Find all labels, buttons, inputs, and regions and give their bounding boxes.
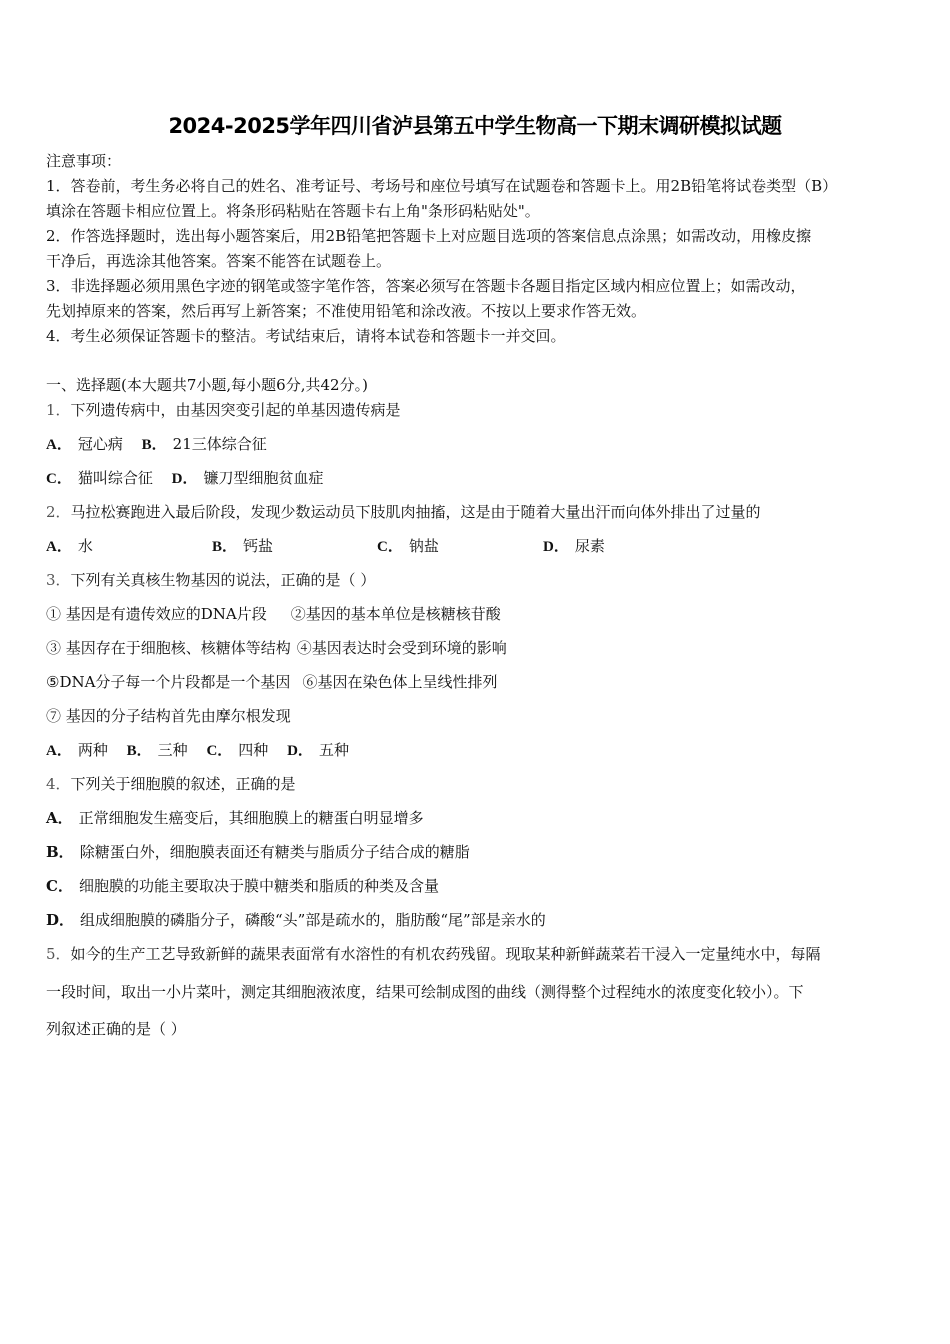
statement-row: [46, 706, 291, 726]
section-heading: 一、选择题(本大题共7小题,每小题6分,共42分。): [46, 376, 368, 394]
notice-line: 填涂在答题卡相应位置上。将条形码粘贴在答题卡右上角"条形码粘贴处"。: [46, 202, 540, 220]
notice-line: 干净后，再选涂其他答案。答案不能答在试题卷上。: [46, 252, 392, 270]
option-d[interactable]: D． 尿素: [543, 537, 605, 555]
statement-2: ②基因的基本单位是核糖核苷酸: [290, 605, 501, 623]
question-stem: 下列遗传病中，由基因突变引起的单基因遗传病是: [70, 401, 401, 419]
option-c[interactable]: C． 钠盐: [377, 537, 439, 555]
question-1: [46, 400, 401, 420]
option-b[interactable]: B． 钙盐: [212, 537, 274, 555]
question-number: 2．: [46, 503, 71, 521]
statement-row: [46, 638, 507, 658]
question-number: 5．: [46, 945, 71, 963]
option-a[interactable]: A． 水: [46, 537, 93, 555]
option-a[interactable]: A． 冠心病: [46, 435, 123, 453]
option-b[interactable]: B． 21三体综合征: [141, 435, 267, 453]
question-number: 4．: [46, 775, 71, 793]
question-1-options-row-1: [46, 434, 267, 455]
option-c[interactable]: C． 四种: [206, 741, 269, 759]
page-title: 2024-2025学年四川省泸县第五中学生物高一下期末调研模拟试题: [168, 114, 782, 138]
question-number: 3．: [46, 571, 71, 589]
question-stem-line: 如今的生产工艺导致新鲜的蔬果表面常有水溶性的有机农药残留。现取某种新鲜蔬菜若干浸入一定量纯水中，每隔: [70, 945, 821, 963]
question-stem: 马拉松赛跑进入最后阶段，发现少数运动员下肢肌肉抽搐，这是由于随着大量出汗而向体外排出了过量的: [70, 503, 761, 521]
notice-heading: 注意事项：: [46, 152, 122, 170]
option-d[interactable]: D． 组成细胞膜的磷脂分子，磷酸“头”部是疏水的，脂肪酸“尾”部是亲水的: [46, 911, 546, 929]
question-5: [46, 944, 821, 964]
notice-line: 1．答卷前，考生务必将自己的姓名、准考证号、考场号和座位号填写在试题卷和答题卡上。用2B铅笔将试卷类型（B）: [46, 177, 838, 195]
statement-5: ⑤DNA分子每一个片段都是一个基因: [46, 673, 291, 691]
statement-row: [46, 672, 497, 692]
option-b[interactable]: B． 三种: [126, 741, 188, 759]
question-1-options-row-2: [46, 468, 324, 489]
question-3-options: [46, 740, 349, 761]
question-3: [46, 570, 375, 590]
statement-7: ⑦ 基因的分子结构首先由摩尔根发现: [46, 707, 291, 725]
question-stem: 下列有关真核生物基因的说法，正确的是（ ）: [70, 571, 376, 589]
question-4: [46, 774, 296, 794]
statement-1: ① 基因是有遗传效应的DNA片段: [46, 605, 267, 623]
option-a[interactable]: A． 两种: [46, 741, 108, 759]
option-c[interactable]: C． 细胞膜的功能主要取决于膜中糖类和脂质的种类及含量: [46, 877, 439, 895]
option-a[interactable]: A． 正常细胞发生癌变后，其细胞膜上的糖蛋白明显增多: [46, 809, 424, 827]
notice-line: 2．作答选择题时，选出每小题答案后，用2B铅笔把答题卡上对应题目选项的答案信息点涂黑；如需改动，用橡皮擦: [46, 227, 812, 245]
notice-line: 4．考生必须保证答题卡的整洁。考试结束后，请将本试卷和答题卡一并交回。: [46, 327, 566, 345]
statement-3: ③ 基因存在于细胞核、核糖体等结构: [46, 639, 291, 657]
question-number: 1．: [46, 401, 71, 419]
statement-row: [46, 604, 501, 624]
question-stem-line: 一段时间，取出一小片菜叶，测定其细胞液浓度，结果可绘制成图的曲线（测得整个过程纯水的浓度变化较小）。下: [46, 983, 804, 1001]
notice-line: 先划掉原来的答案，然后再写上新答案；不准使用铅笔和涂改液。不按以上要求作答无效。: [46, 302, 647, 320]
statement-6: ⑥基因在染色体上呈线性排列: [302, 673, 498, 691]
question-stem-line: 列叙述正确的是（ ）: [46, 1020, 186, 1038]
option-d[interactable]: D． 镰刀型细胞贫血症: [171, 469, 324, 487]
option-d[interactable]: D． 五种: [287, 741, 349, 759]
statement-4: ④基因表达时会受到环境的影响: [296, 639, 507, 657]
question-stem: 下列关于细胞膜的叙述，正确的是: [70, 775, 296, 793]
option-b[interactable]: B． 除糖蛋白外，细胞膜表面还有糖类与脂质分子结合成的糖脂: [46, 843, 470, 861]
question-2: [46, 502, 761, 522]
notice-line: 3．非选择题必须用黑色字迹的钢笔或签字笔作答，答案必须写在答题卡各题目指定区域内相应位置上；如需改动，: [46, 277, 806, 295]
option-c[interactable]: C． 猫叫综合征: [46, 469, 153, 487]
